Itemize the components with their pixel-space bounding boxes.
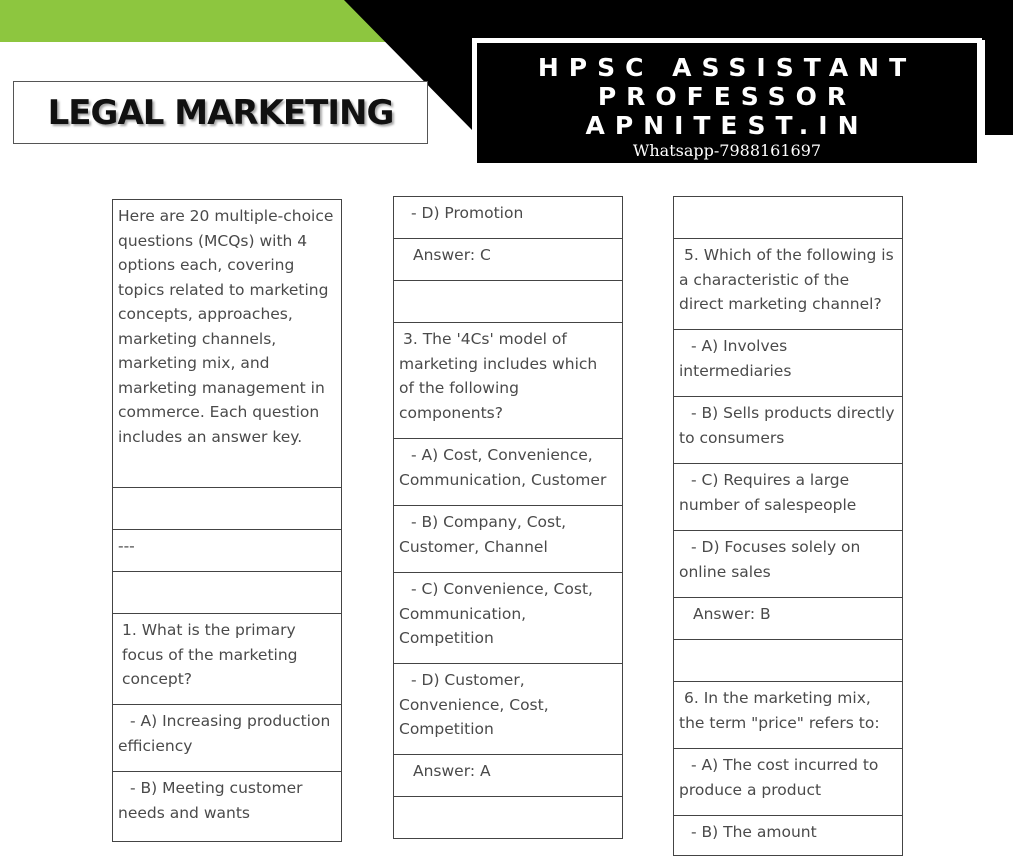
table-cell [673,749,903,816]
cell-text: Here are 20 multiple-choice questions (MCQs) with 4 options each, covering topics related to marketing concepts, approaches, marketing channels, marketing mix, and marketing management in commerce. Each question includes an answer key. [118,207,334,446]
cell-text: - B) The amount [691,823,817,841]
table-cell [673,397,903,464]
table-cell [112,772,342,842]
table-cell [393,573,623,664]
cell-text: Answer: C [413,246,491,264]
table-cell [393,239,623,281]
table-column-2 [393,196,623,839]
brand-line-3: APNITEST.IN [585,111,869,140]
cell-text: - A) Involves intermediaries [679,337,792,380]
cell-text: --- [118,537,135,555]
table-cell [112,530,342,572]
table-cell [673,598,903,640]
table-cell [112,572,342,614]
cell-text: - A) Increasing production efficiency [118,712,331,755]
table-cell [673,196,903,239]
cell-text: - B) Company, Cost, Customer, Channel [399,513,567,556]
cell-text: 1. What is the primary focus of the marketing concept? [122,621,298,688]
table-cell [112,199,342,488]
table-cell [393,196,623,239]
table-cell [673,464,903,531]
table-cell [673,531,903,598]
cell-text: - B) Meeting customer needs and wants [118,779,303,822]
whatsapp-number: Whatsapp-7988161697 [632,141,822,160]
table-cell [673,682,903,749]
table-cell [673,330,903,397]
cell-text: Answer: B [693,605,771,623]
cell-text: 3. The '4Cs' model of marketing includes which of the following components? [399,330,598,422]
cell-text: - B) Sells products directly to consumers [679,404,895,447]
cell-text: 5. Which of the following is a characteristic of the direct marketing channel? [679,246,894,313]
cell-text: 6. In the marketing mix, the term "price" refers to: [679,689,880,732]
document-title-box [13,81,428,144]
table-cell [393,281,623,323]
table-column-1 [112,199,342,842]
brand-panel [477,43,977,163]
cell-text: Answer: A [413,762,491,780]
table-column-3 [673,196,903,856]
document-title: LEGAL MARKETING [47,92,394,133]
cell-text: - A) The cost incurred to produce a product [679,756,879,799]
cell-text: - D) Promotion [411,204,524,222]
table-cell [112,705,342,772]
table-cell [393,323,623,439]
cell-text: - C) Requires a large number of salespeople [679,471,857,514]
table-cell [393,506,623,573]
table-cell [393,797,623,839]
cell-text: - C) Convenience, Cost, Communication, Competition [399,580,593,647]
table-cell [673,816,903,856]
table-cell [393,755,623,797]
table-cell [673,239,903,330]
table-cell [393,439,623,506]
cell-text: - D) Focuses solely on online sales [679,538,861,581]
brand-line-1: HPSC ASSISTANT [537,53,917,82]
table-cell [112,488,342,530]
brand-line-2: PROFESSOR [597,82,857,111]
cell-text: - A) Cost, Convenience, Communication, Customer [399,446,607,489]
cell-text: - D) Customer, Convenience, Cost, Competition [399,671,549,738]
brand-box [472,38,982,168]
table-cell [112,614,342,705]
table-cell [393,664,623,755]
table-cell [673,640,903,682]
